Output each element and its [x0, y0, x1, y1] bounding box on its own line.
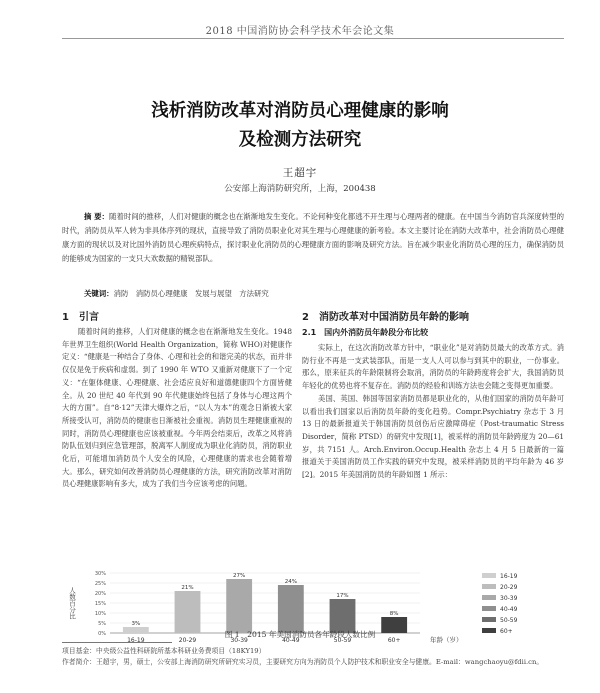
- footnote: 项目基金：中央级公益性科研院所基本科研业务费项目（18KY19） 作者简介：王超宇，男，硕士，公安部上海消防研究所研究实习员，主要研究方向为消防员个人防护技术和职业安全与健康。E-mail：wangchaoyu@fdii.cn。: [62, 647, 544, 666]
- section-2-paragraph-1: 实际上，在这次消防改革方针中，“职业化”是对消防员最大的改革方式。消防行业不再是一支武装部队，而是一支人人可以参与到其中的职业，一份事业。那么，原来征兵的年龄限制将会取消，消防员的年龄跨度将会扩大，我国消防员年轻化的优势也将不复存在。消防员的经验和训练方法也会随之变得更加重要。: [302, 343, 564, 391]
- section-1-body: [62, 326, 292, 491]
- paper-title-line-2: 及检测方法研究: [238, 130, 362, 150]
- data-label: 3%: [131, 621, 141, 627]
- x-tick-label: 60+: [387, 637, 401, 644]
- x-tick-label: 16-19: [127, 637, 145, 644]
- footnote-rule: [62, 642, 172, 643]
- section-2-paragraph-2: 美国、英国、韩国等国家消防员都是职业化的，从他们国家的消防员年龄可以看出我们国家以后消防员年龄的变化趋势。Compr.Psychiatry 杂志于 3 月 13 日的最新报道关于韩国消防员创伤后应激障碍症（Post-traumatic Stress Disorder，简称 PTSD）的研究中发现[1]，被采样的消防员年龄跨度为 20—61 岁，共 7151 人。Arch.Environ.Occup.Health 杂志上 4 月 5 日最新的一篇报道关于美国消防员工作实践的研究中发现，被采样消防员的平均年龄为 46 岁[2]。2015 年美国消防员的年龄如图 1 所示：: [302, 393, 564, 480]
- legend-swatch: [482, 606, 496, 611]
- legend-item: 20-29: [500, 584, 518, 591]
- legend-item: 16-19: [500, 573, 518, 580]
- header-rule: [62, 38, 564, 39]
- x-tick-label: 50-59: [333, 637, 352, 644]
- abstract: [62, 210, 564, 266]
- data-label: 17%: [336, 593, 349, 599]
- y-tick-label: 0%: [98, 631, 106, 637]
- bar-50-59: [330, 599, 356, 633]
- y-tick-label: 15%: [94, 601, 106, 607]
- y-tick-label: 30%: [94, 571, 106, 577]
- section-2-heading: 2 消防改革对中国消防员年龄的影响: [302, 312, 469, 323]
- x-tick-label: 20-29: [178, 637, 197, 644]
- y-tick-label: 20%: [94, 591, 106, 597]
- subsection-2-1-heading: 2.1 国内外消防员年龄段分布比较: [302, 328, 429, 337]
- running-head: 2018 中国消防协会科学技术年会论文集: [205, 26, 395, 37]
- y-tick-label: 10%: [94, 611, 106, 617]
- legend-item: 30-39: [500, 595, 518, 602]
- bar-30-39: [226, 579, 252, 633]
- y-tick-label: 5%: [98, 621, 106, 627]
- x-tick-label: 40-49: [282, 637, 300, 644]
- legend-item: 40-49: [500, 606, 518, 613]
- author-name: 王超宇: [282, 167, 318, 179]
- section-2-body: [302, 342, 564, 482]
- keywords-label: 关键词：: [84, 289, 114, 298]
- y-axis-label: 人数百分比: [68, 586, 76, 620]
- paper-title-line-1: 浅析消防改革对消防员心理健康的影响: [151, 101, 449, 121]
- data-label: 27%: [233, 573, 246, 579]
- legend-swatch: [482, 617, 496, 622]
- x-axis-label: 年龄（岁）: [430, 636, 463, 644]
- data-label: 24%: [284, 579, 297, 585]
- x-tick-label: 30-39: [230, 637, 248, 644]
- abstract-label: 摘 要：: [84, 212, 110, 221]
- abstract-text: 随着时间的推移，人们对健康的概念也在渐渐地发生变化。不论何种变化都逃不开生理与心理两者的健康。在中国当今消防官兵深度转型的时代，消防员从军人转为非具体序列的现状，直接导致了消防员职业化对其生理与心理健康的新考验。本文主要讨论在消防大改革中，社会消防员心理健康方面的现状以及对比国外消防员心理疾病特点，探讨职业化消防员的心理健康方面的影响及研究方法。旨在减少职业化消防员心理的压力，确保消防员的能够成为国家的一支只大欢数据的精锐部队。: [62, 212, 564, 263]
- legend-item: 50-59: [500, 617, 518, 624]
- author-affiliation: 公安部上海消防研究所，上海，200438: [224, 184, 376, 194]
- keywords: [84, 288, 554, 299]
- section-1-heading: 1 引言: [62, 312, 99, 323]
- section-1-paragraph: 随着时间的推移，人们对健康的概念也在渐渐地发生变化。1948 年世界卫生组织(World Health Organization，简称 WHO)对健康作定义：“健康是一种结合了身体、心理和社会的和谐完美的状态，而并非仅仅是免于疾病和虚弱。到了 1990 年 WTO 又重新对健康下了一个定义：“在躯体健康、心理健康、社会适应良好和道德健康四个方面皆健全。从 20 世纪 40 年代到 90 年代健康始终包括了身体与心理这两个大的方面”。自“8·12”天津大爆炸之后，“以人为本”的观念日渐被大家所接受认可，消防员的健康也日渐被社会重视。消防员生理健康重视的同时，消防员心理健康也应该被重视。今年两会结束后，改革之风将消防队伍划归到应急管理部，脱离军人制度成为职业化消防员，消防职业化后，可能增加消防员个人安全的风险，心理健康的需求也会随着增大。那么，研究如何改善消防员心理健康的方法，研究消防改革对消防员心理健康影响有多大，成为了我们当今应该考虑的问题。: [62, 327, 292, 489]
- data-label: 21%: [181, 585, 194, 591]
- legend-swatch: [482, 595, 496, 600]
- legend-item: 60+: [500, 628, 513, 635]
- figure-caption: 图 1 2015 年美国消防员各年龄段人数比例: [224, 630, 376, 639]
- legend-swatch: [482, 573, 496, 578]
- keywords-text: 消防 消防员心理健康 发展与展望 方法研究: [113, 289, 269, 298]
- y-tick-label: 25%: [94, 581, 106, 587]
- bar-20-29: [175, 591, 201, 633]
- legend-swatch: [482, 584, 496, 589]
- data-label: 8%: [389, 611, 399, 617]
- bar-40-49: [278, 585, 304, 633]
